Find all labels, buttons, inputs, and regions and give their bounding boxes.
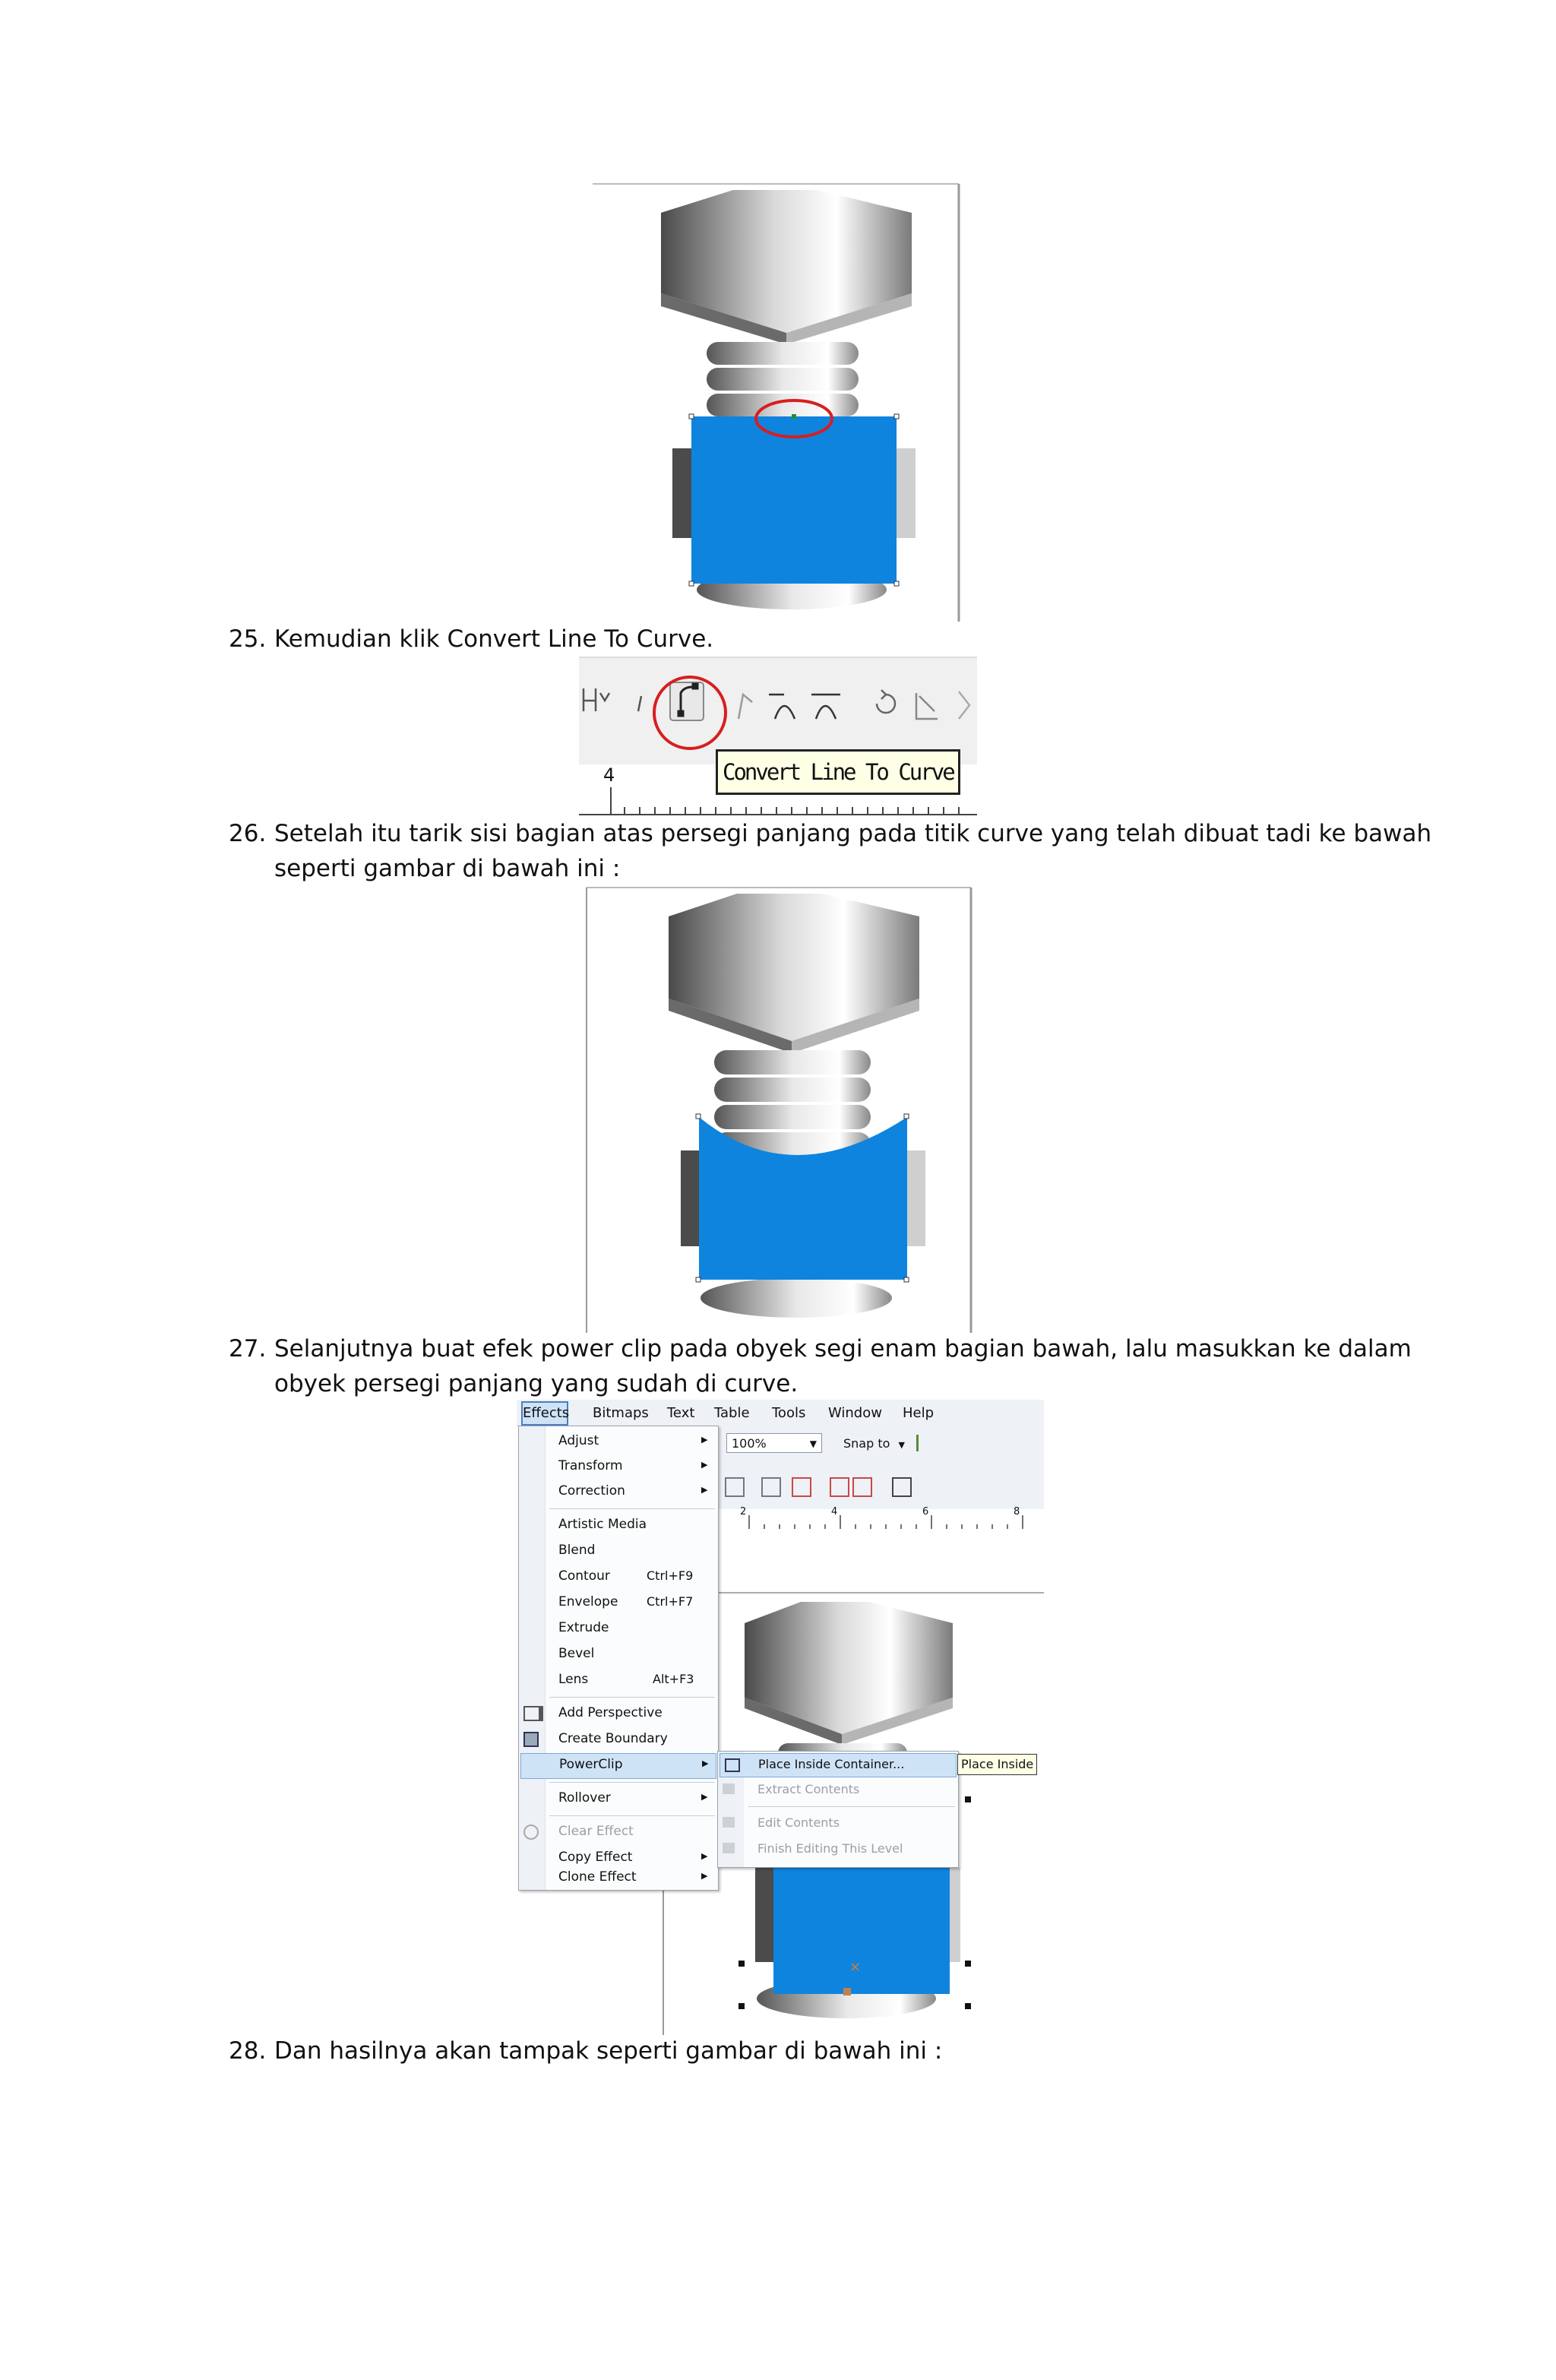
extend-curve-icon bbox=[916, 693, 938, 719]
effects-item-extrude[interactable]: Extrude bbox=[558, 1620, 609, 1635]
submenu-arrow-icon: ▶ bbox=[701, 1792, 708, 1802]
figure-effects-menu bbox=[517, 1400, 1044, 2035]
horizontal-ruler bbox=[717, 1506, 1044, 1530]
effects-item-artistic-media[interactable]: Artistic Media bbox=[558, 1517, 647, 1532]
smooth-node-icon bbox=[769, 695, 795, 719]
submenu-arrow-icon: ▶ bbox=[702, 1758, 709, 1768]
snap-to-button[interactable] bbox=[843, 1435, 905, 1454]
ruler-label: 4 bbox=[603, 764, 615, 786]
step-28: 28. Dan hasilnya akan tampak seperti gambar di bawah ini : bbox=[229, 2037, 943, 2065]
effects-item-envelope[interactable]: Envelope Ctrl+F7 bbox=[558, 1594, 694, 1609]
place-inside-tooltip: Place Inside bbox=[957, 1754, 1037, 1775]
submenu-arrow-icon: ▶ bbox=[701, 1460, 708, 1470]
menu-separator bbox=[549, 1815, 715, 1816]
bolt-threads bbox=[714, 1050, 871, 1157]
powerclip-item-edit-contents[interactable]: Edit Contents bbox=[718, 1812, 958, 1835]
step-26: 26. Setelah itu tarik sisi bagian atas persegi panjang pada titik curve yang telah dibuat tadi ke bawah seperti gambar di bawah ini : bbox=[229, 820, 1432, 882]
place-inside-icon bbox=[725, 1758, 740, 1772]
ruler-mark: 6 bbox=[922, 1506, 929, 1518]
step-25: 25. Kemudian klik Convert Line To Curve. bbox=[229, 625, 714, 653]
effects-item-adjust[interactable]: Adjust ▶ bbox=[558, 1433, 708, 1448]
chevron-down-icon: ▼ bbox=[898, 1440, 905, 1450]
extract-subpath-icon bbox=[959, 692, 969, 719]
menu-table[interactable]: Table bbox=[714, 1405, 750, 1421]
menu-tools[interactable]: Tools bbox=[772, 1405, 806, 1421]
powerclip-item-extract-contents[interactable]: Extract Contents bbox=[718, 1779, 958, 1802]
figure-bolt-curved bbox=[585, 885, 974, 1333]
effects-item-create-boundary[interactable]: Create Boundary bbox=[519, 1727, 718, 1752]
menu-effects[interactable]: Effects bbox=[521, 1401, 568, 1426]
menu-separator bbox=[549, 1508, 715, 1509]
powerclip-item-finish-editing[interactable]: Finish Editing This Level bbox=[718, 1838, 958, 1861]
submenu-arrow-icon: ▶ bbox=[701, 1485, 708, 1495]
menu-text[interactable]: Text bbox=[667, 1405, 695, 1421]
figure-toolbar bbox=[579, 657, 977, 816]
symmetrical-node-icon bbox=[811, 695, 840, 719]
convert-line-to-curve-tooltip: Convert Line To Curve bbox=[716, 749, 960, 795]
effects-item-add-perspective[interactable]: Add Perspective bbox=[519, 1701, 718, 1726]
menu-separator bbox=[549, 1697, 715, 1698]
effects-item-contour[interactable]: Contour Ctrl+F9 bbox=[558, 1568, 694, 1584]
effects-item-transform[interactable]: Transform ▶ bbox=[558, 1458, 708, 1473]
snap-to-label: Snap to bbox=[843, 1436, 890, 1451]
powerclip-item-place-inside[interactable]: Place Inside Container... bbox=[719, 1753, 957, 1777]
cusp-icon bbox=[738, 695, 752, 719]
effects-item-powerclip[interactable]: PowerClip ▶ bbox=[520, 1753, 716, 1779]
effects-item-clone-effect[interactable]: Clone Effect ▶ bbox=[558, 1869, 708, 1885]
effects-item-blend[interactable]: Blend bbox=[558, 1543, 596, 1558]
node-tool-icons bbox=[584, 688, 641, 711]
ruler-mark: 4 bbox=[831, 1506, 838, 1518]
menu-bar bbox=[517, 1400, 1044, 1426]
menu-window[interactable]: Window bbox=[828, 1405, 882, 1421]
perspective-icon bbox=[523, 1706, 543, 1721]
finish-editing-icon bbox=[723, 1843, 735, 1853]
zoom-value: 100% bbox=[732, 1436, 767, 1451]
intersect-icon[interactable] bbox=[892, 1477, 912, 1497]
step-27: 27. Selanjutnya buat efek power clip pada obyek segi enam bagian bawah, lalu masukkan ke dalam obyek persegi panjang yang sudah di curve. bbox=[229, 1335, 1412, 1397]
effects-item-correction[interactable]: Correction ▶ bbox=[558, 1483, 708, 1499]
effects-item-copy-effect[interactable]: Copy Effect ▶ bbox=[558, 1850, 708, 1865]
ruler-mark: 2 bbox=[740, 1506, 747, 1518]
figure-bolt-rectangle bbox=[585, 181, 972, 622]
menu-help[interactable]: Help bbox=[903, 1405, 935, 1421]
submenu-arrow-icon: ▶ bbox=[701, 1435, 708, 1445]
effects-item-lens[interactable]: Lens Alt+F3 bbox=[558, 1672, 694, 1687]
menu-separator bbox=[549, 1782, 715, 1783]
zoom-dropdown[interactable] bbox=[726, 1433, 822, 1453]
clear-effect-icon bbox=[523, 1825, 539, 1840]
effects-item-bevel[interactable]: Bevel bbox=[558, 1646, 595, 1661]
center-marker: × bbox=[849, 1959, 862, 1975]
options-icon[interactable] bbox=[916, 1435, 935, 1451]
powerclip-submenu bbox=[717, 1751, 959, 1868]
effects-item-clear-effect[interactable]: Clear Effect bbox=[519, 1820, 718, 1844]
trim-icon[interactable] bbox=[852, 1477, 872, 1497]
submenu-arrow-icon: ▶ bbox=[701, 1851, 708, 1861]
extract-contents-icon bbox=[723, 1783, 735, 1794]
align-left-icon[interactable] bbox=[725, 1477, 745, 1497]
blue-rectangle[interactable] bbox=[691, 416, 897, 584]
menu-bitmaps[interactable]: Bitmaps bbox=[593, 1405, 649, 1421]
break-apart-icon[interactable] bbox=[792, 1477, 811, 1497]
effects-dropdown bbox=[518, 1426, 719, 1891]
reverse-curve-icon bbox=[877, 690, 895, 713]
edit-contents-icon bbox=[723, 1817, 735, 1828]
combine-icon[interactable] bbox=[761, 1477, 781, 1497]
effects-item-rollover[interactable]: Rollover ▶ bbox=[558, 1790, 708, 1806]
weld-icon[interactable] bbox=[830, 1477, 849, 1497]
boundary-icon bbox=[523, 1732, 539, 1747]
ruler-mark: 8 bbox=[1014, 1506, 1020, 1518]
submenu-arrow-icon: ▶ bbox=[701, 1871, 708, 1881]
menu-separator bbox=[748, 1806, 955, 1807]
chevron-down-icon: ▼ bbox=[809, 1438, 817, 1449]
